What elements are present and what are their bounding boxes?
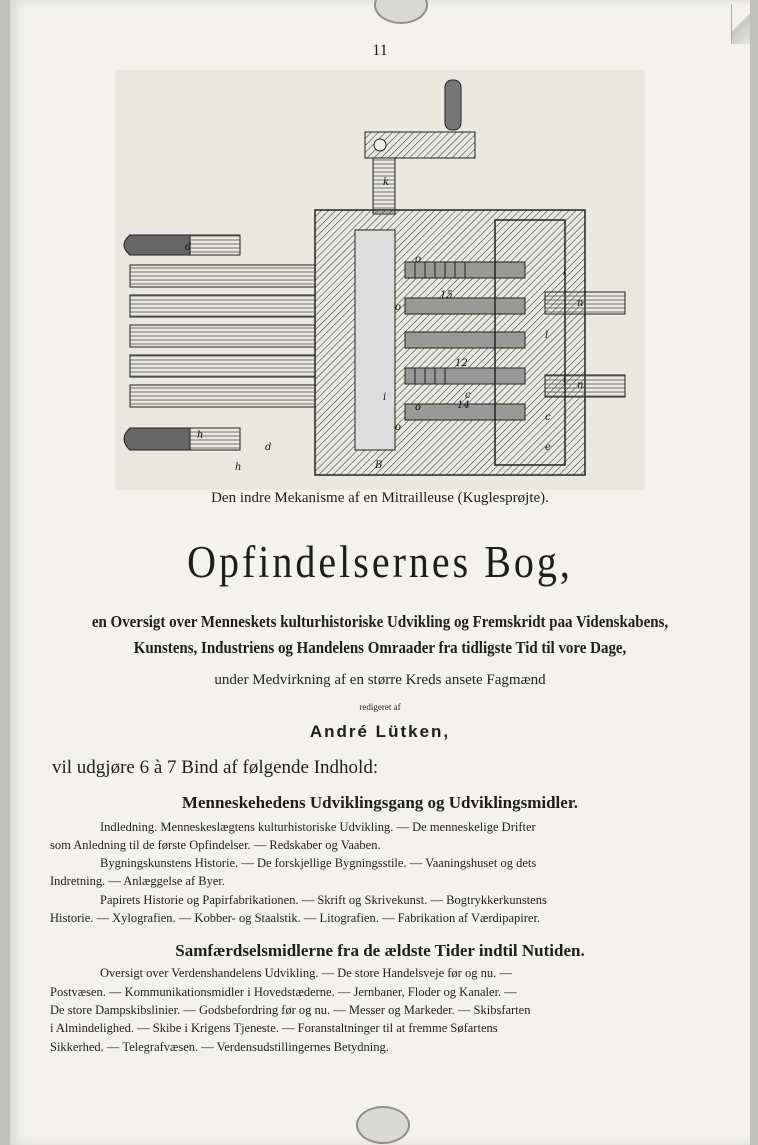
figure-label: h [197,430,204,441]
mechanism-engraving [115,70,645,490]
section-2-line-1: Oversigt over Verdenshandelens Udvikling. — De store Handelsveje før og nu. — [100,966,512,980]
section-2-line-4: i Almindelighed. — Skibe i Krigens Tjeneste. — Foranstaltninger til at fremme Søfartens [50,1021,498,1035]
figure-label: o [415,254,422,265]
contents-intro: vil udgjøre 6 à 7 Bind af følgende Indhold: [52,757,379,778]
subtitle-line-2: Kunstens, Industriens og Handelens Omraader fra tidligste Tid til vore Dage, [133,638,627,657]
section-1-line-6: Historie. — Xylografien. — Kobber- og Staalstik. — Litografien. — Fabrikation af Værdipapirer. [50,911,541,925]
section-1-line-4: Indretning. — Anlæggelse af Byer. [50,874,225,888]
figure-caption: Den indre Mekanisme af en Mitrailleuse (Kuglesprøjte). [211,490,549,506]
figure-label: e [545,442,551,453]
figure-label: o [395,422,402,433]
figure-label: d [265,442,272,453]
mitrailleuse-illustration [115,70,645,490]
section-1-line-1: Indledning. Menneskeslægtens kulturhistoriske Udvikling. — De menneskelige Drifter [100,820,536,834]
figure-label: h [235,462,242,473]
section-heading-1: Menneskehedens Udviklingsgang og Udviklingsmidler. [181,793,579,812]
figure-label: l [545,330,549,341]
figure-label: l [563,374,567,385]
section-2-line-5: Sikkerhed. — Telegrafvæsen. — Verdensudstillingernes Betydning. [50,1040,389,1054]
section-2-line-3: De store Dampskibslinier. — Godsbefordring før og nu. — Messer og Markeder. — Skibsfarten [50,1003,531,1017]
figure-label: k [383,177,390,188]
figure-label: n [577,298,584,309]
figure-label: o [395,302,402,313]
section-1-line-2: som Anledning til de første Opfindelser. — Redskaber og Vaaben. [50,838,381,852]
section-1-line-3: Bygningskunstens Historie. — De forskjellige Bygningsstile. — Vaaningshuset og dets [100,856,537,870]
binder-hole-bottom [356,1106,410,1144]
editor-name: André Lütken, [309,722,451,741]
figure-label: l [563,267,567,278]
book-title: Opfindelsernes Bog, [187,535,573,588]
page-corner-fold [731,4,750,44]
section-1-line-5: Papirets Historie og Papirfabrikationen. — Skrift og Skrivekunst. — Bogtrykkerkunstens [100,893,547,907]
figure-label: o [415,402,422,413]
figure-label: c [465,390,471,401]
contributors-line: under Medvirkning af en større Kreds ansete Fagmænd [214,672,546,688]
figure-label: d [185,242,192,253]
edited-by-label: redigeret af [359,702,401,712]
subtitle-line-1: en Oversigt over Menneskets kulturhistoriske Udvikling og Fremskridt paa Videnskabens, [91,612,669,631]
figure-label: 12 [455,358,468,369]
figure-label: c [545,412,551,423]
section-2-line-2: Postvæsen. — Kommunikationsmidler i Hovedstæderne. — Jernbaner, Floder og Kanaler. — [50,985,517,999]
binder-hole-top [374,0,428,24]
figure-label: 15 [440,290,453,301]
page-number: 11 [372,42,388,59]
figure-label: B [375,460,383,471]
figure-label: n [577,380,584,391]
book-page [10,0,750,1145]
figure-label: i [383,392,387,403]
figure-label: 14 [457,400,470,411]
section-heading-2: Samfærdselsmidlerne fra de ældste Tider indtil Nutiden. [175,941,585,960]
